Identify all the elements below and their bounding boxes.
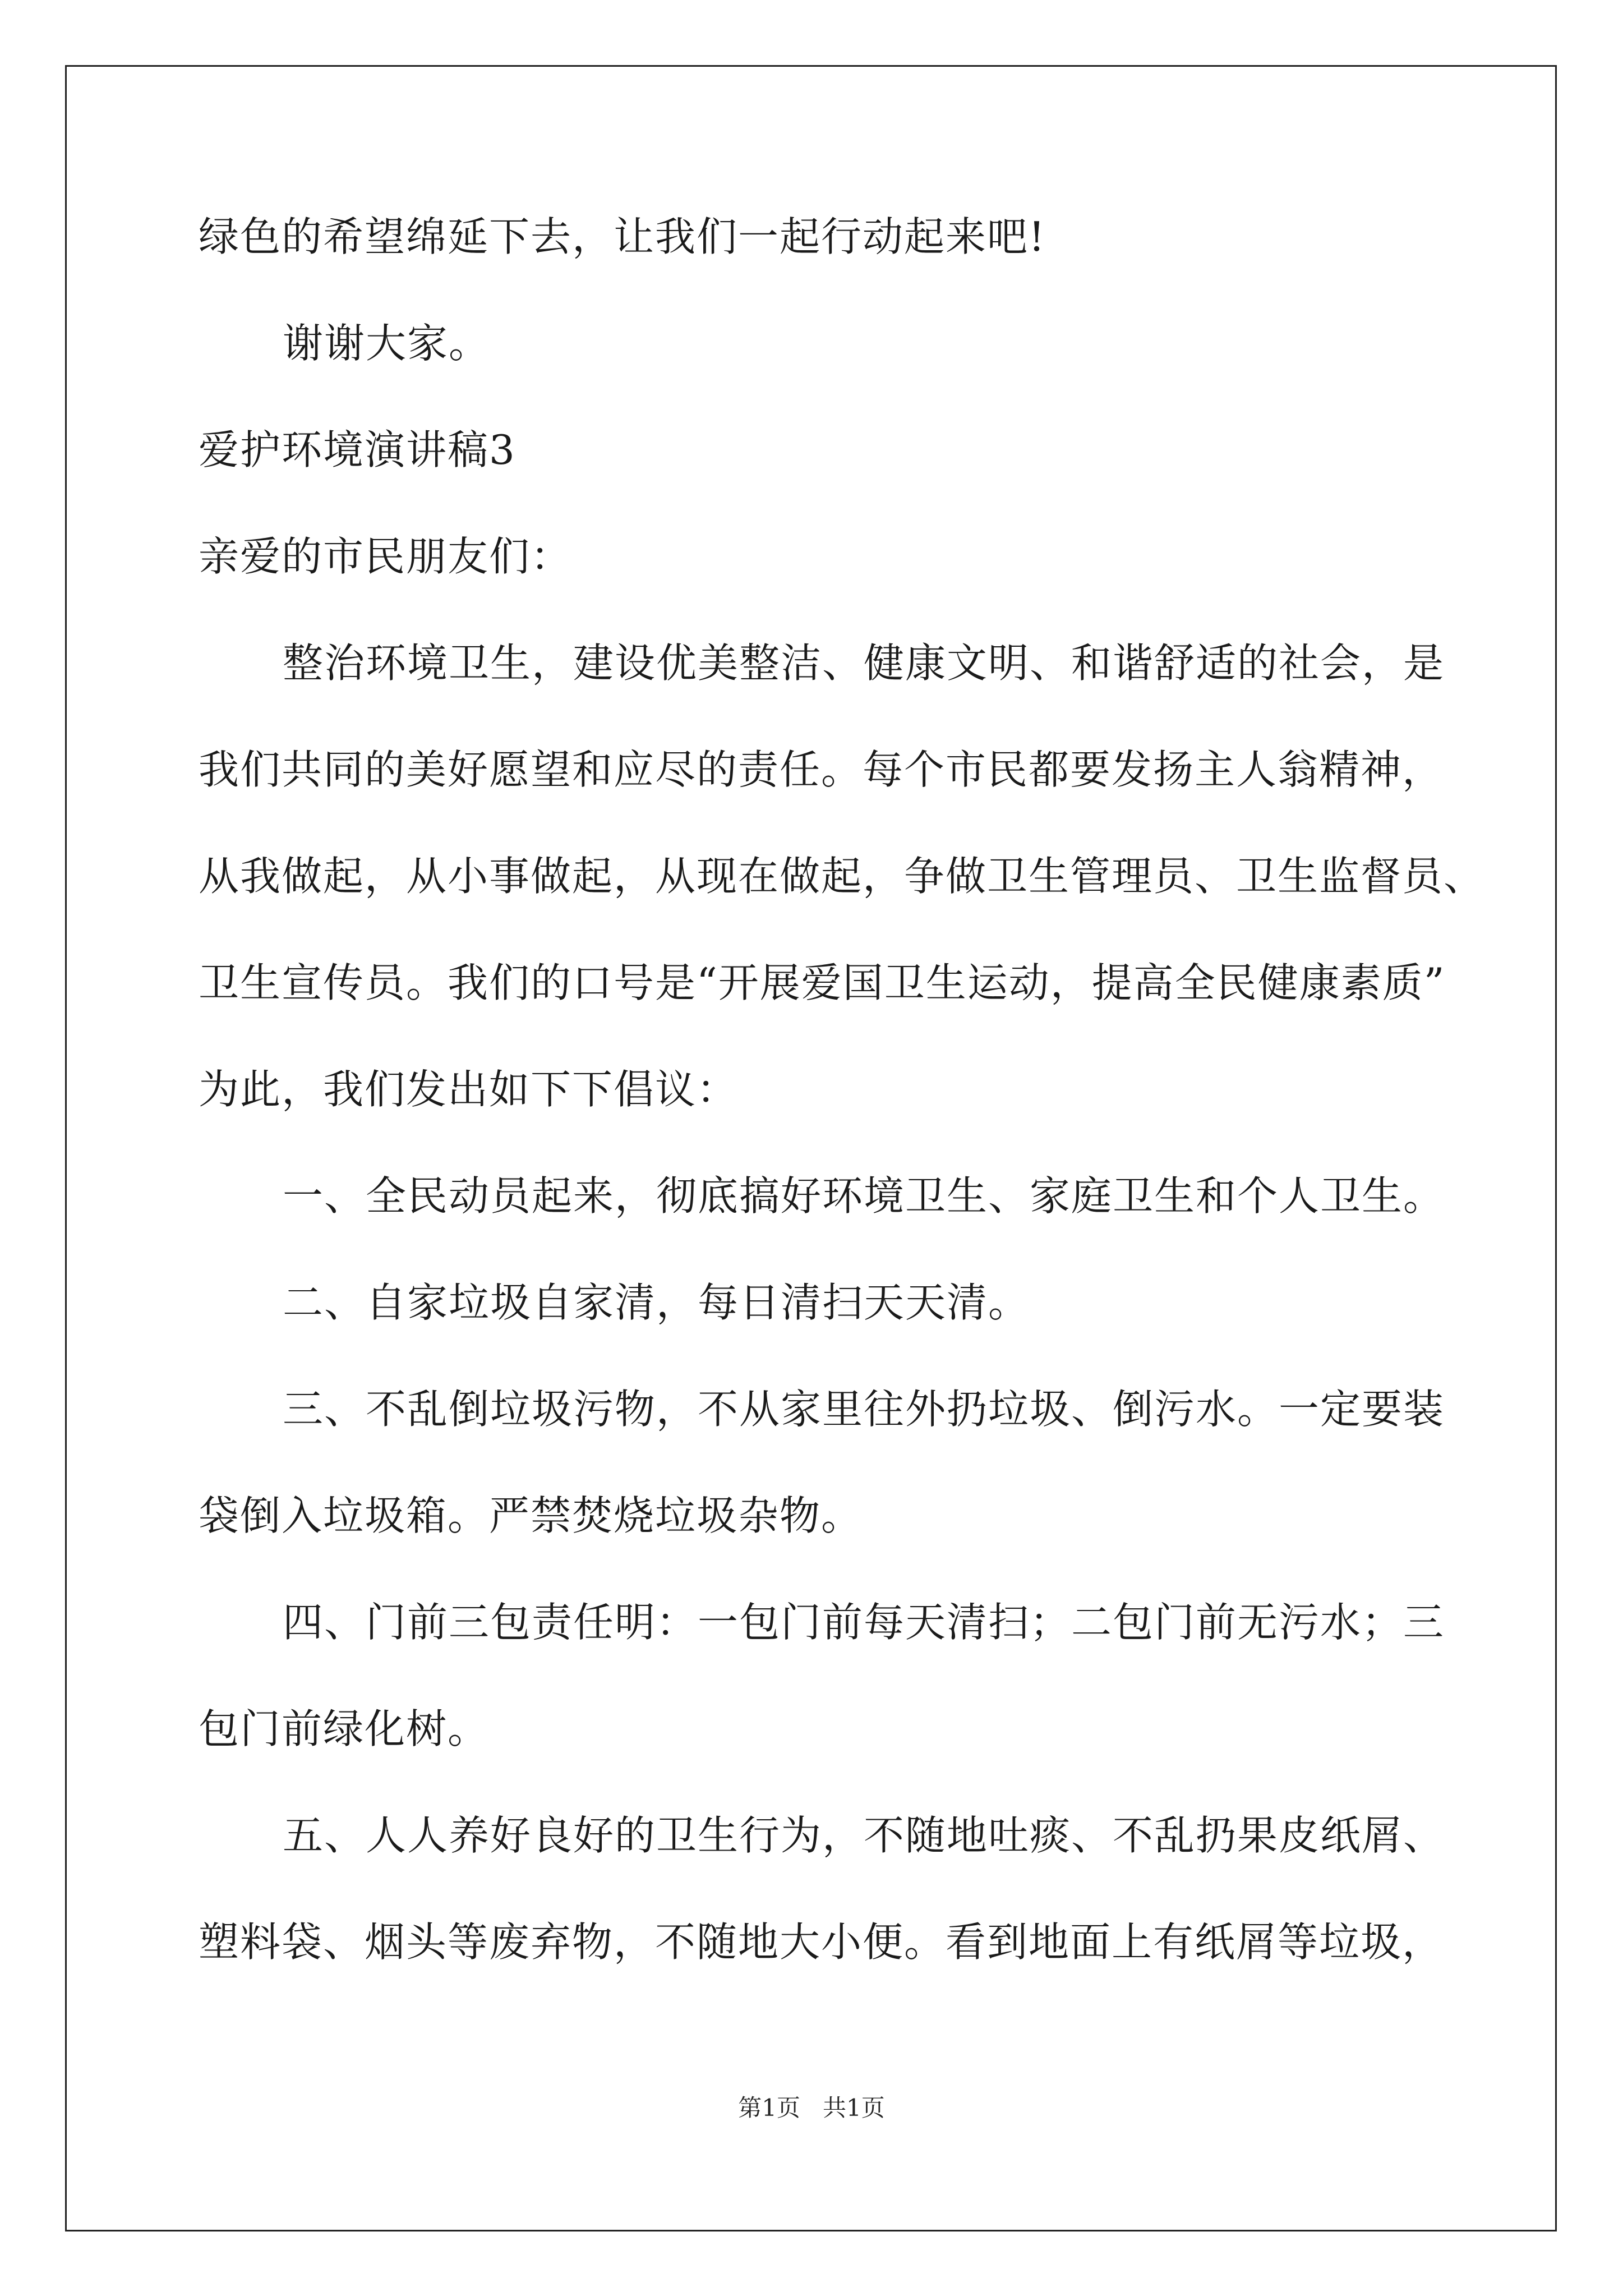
proposal-5: 五、人人养好良好的卫生行为，不随地吐痰、不乱扔果皮纸屑、 xyxy=(283,1812,1445,1859)
page-footer xyxy=(0,2091,1623,2125)
proposal-2: 二、自家垃圾自家清，每日清扫天天清。 xyxy=(283,1279,1030,1326)
proposal-4-cont: 包门前绿化树。 xyxy=(199,1705,490,1752)
section-title: 爱护环境演讲稿3 xyxy=(199,426,516,473)
text-line-1: 绿色的希望绵延下去，让我们一起行动起来吧! xyxy=(199,213,1046,260)
salutation: 亲爱的市民朋友们： xyxy=(199,533,573,580)
text-line-9: 为此，我们发出如下下倡议： xyxy=(199,1066,739,1113)
proposal-3: 三、不乱倒垃圾污物，不从家里往外扔垃圾、倒污水。一定要装 xyxy=(283,1386,1445,1433)
text-line-7: 从我做起，从小事做起，从现在做起，争做卫生管理员、卫生监督员、 xyxy=(199,853,1486,900)
text-line-6: 我们共同的美好愿望和应尽的责任。每个市民都要发扬主人翁精神， xyxy=(199,746,1444,793)
proposal-3-cont: 袋倒入垃圾箱。严禁焚烧垃圾杂物。 xyxy=(199,1492,863,1539)
text-line-2: 谢谢大家。 xyxy=(283,320,491,367)
text-line-8: 卫生宣传员。我们的口号是“开展爱国卫生运动，提高全民健康素质” xyxy=(199,959,1446,1006)
proposal-4: 四、门前三包责任明：一包门前每天清扫；二包门前无污水；三 xyxy=(283,1599,1445,1646)
page-number: 第1页 xyxy=(738,2094,800,2122)
proposal-1: 一、全民动员起来，彻底搞好环境卫生、家庭卫生和个人卫生。 xyxy=(283,1172,1445,1220)
proposal-5-cont: 塑料袋、烟头等废弃物，不随地大小便。看到地面上有纸屑等垃圾， xyxy=(199,1918,1444,1966)
page-border xyxy=(65,65,1557,2231)
page-total: 共1页 xyxy=(823,2094,885,2122)
text-line-5: 整治环境卫生，建设优美整洁、健康文明、和谐舒适的社会，是 xyxy=(283,639,1445,687)
